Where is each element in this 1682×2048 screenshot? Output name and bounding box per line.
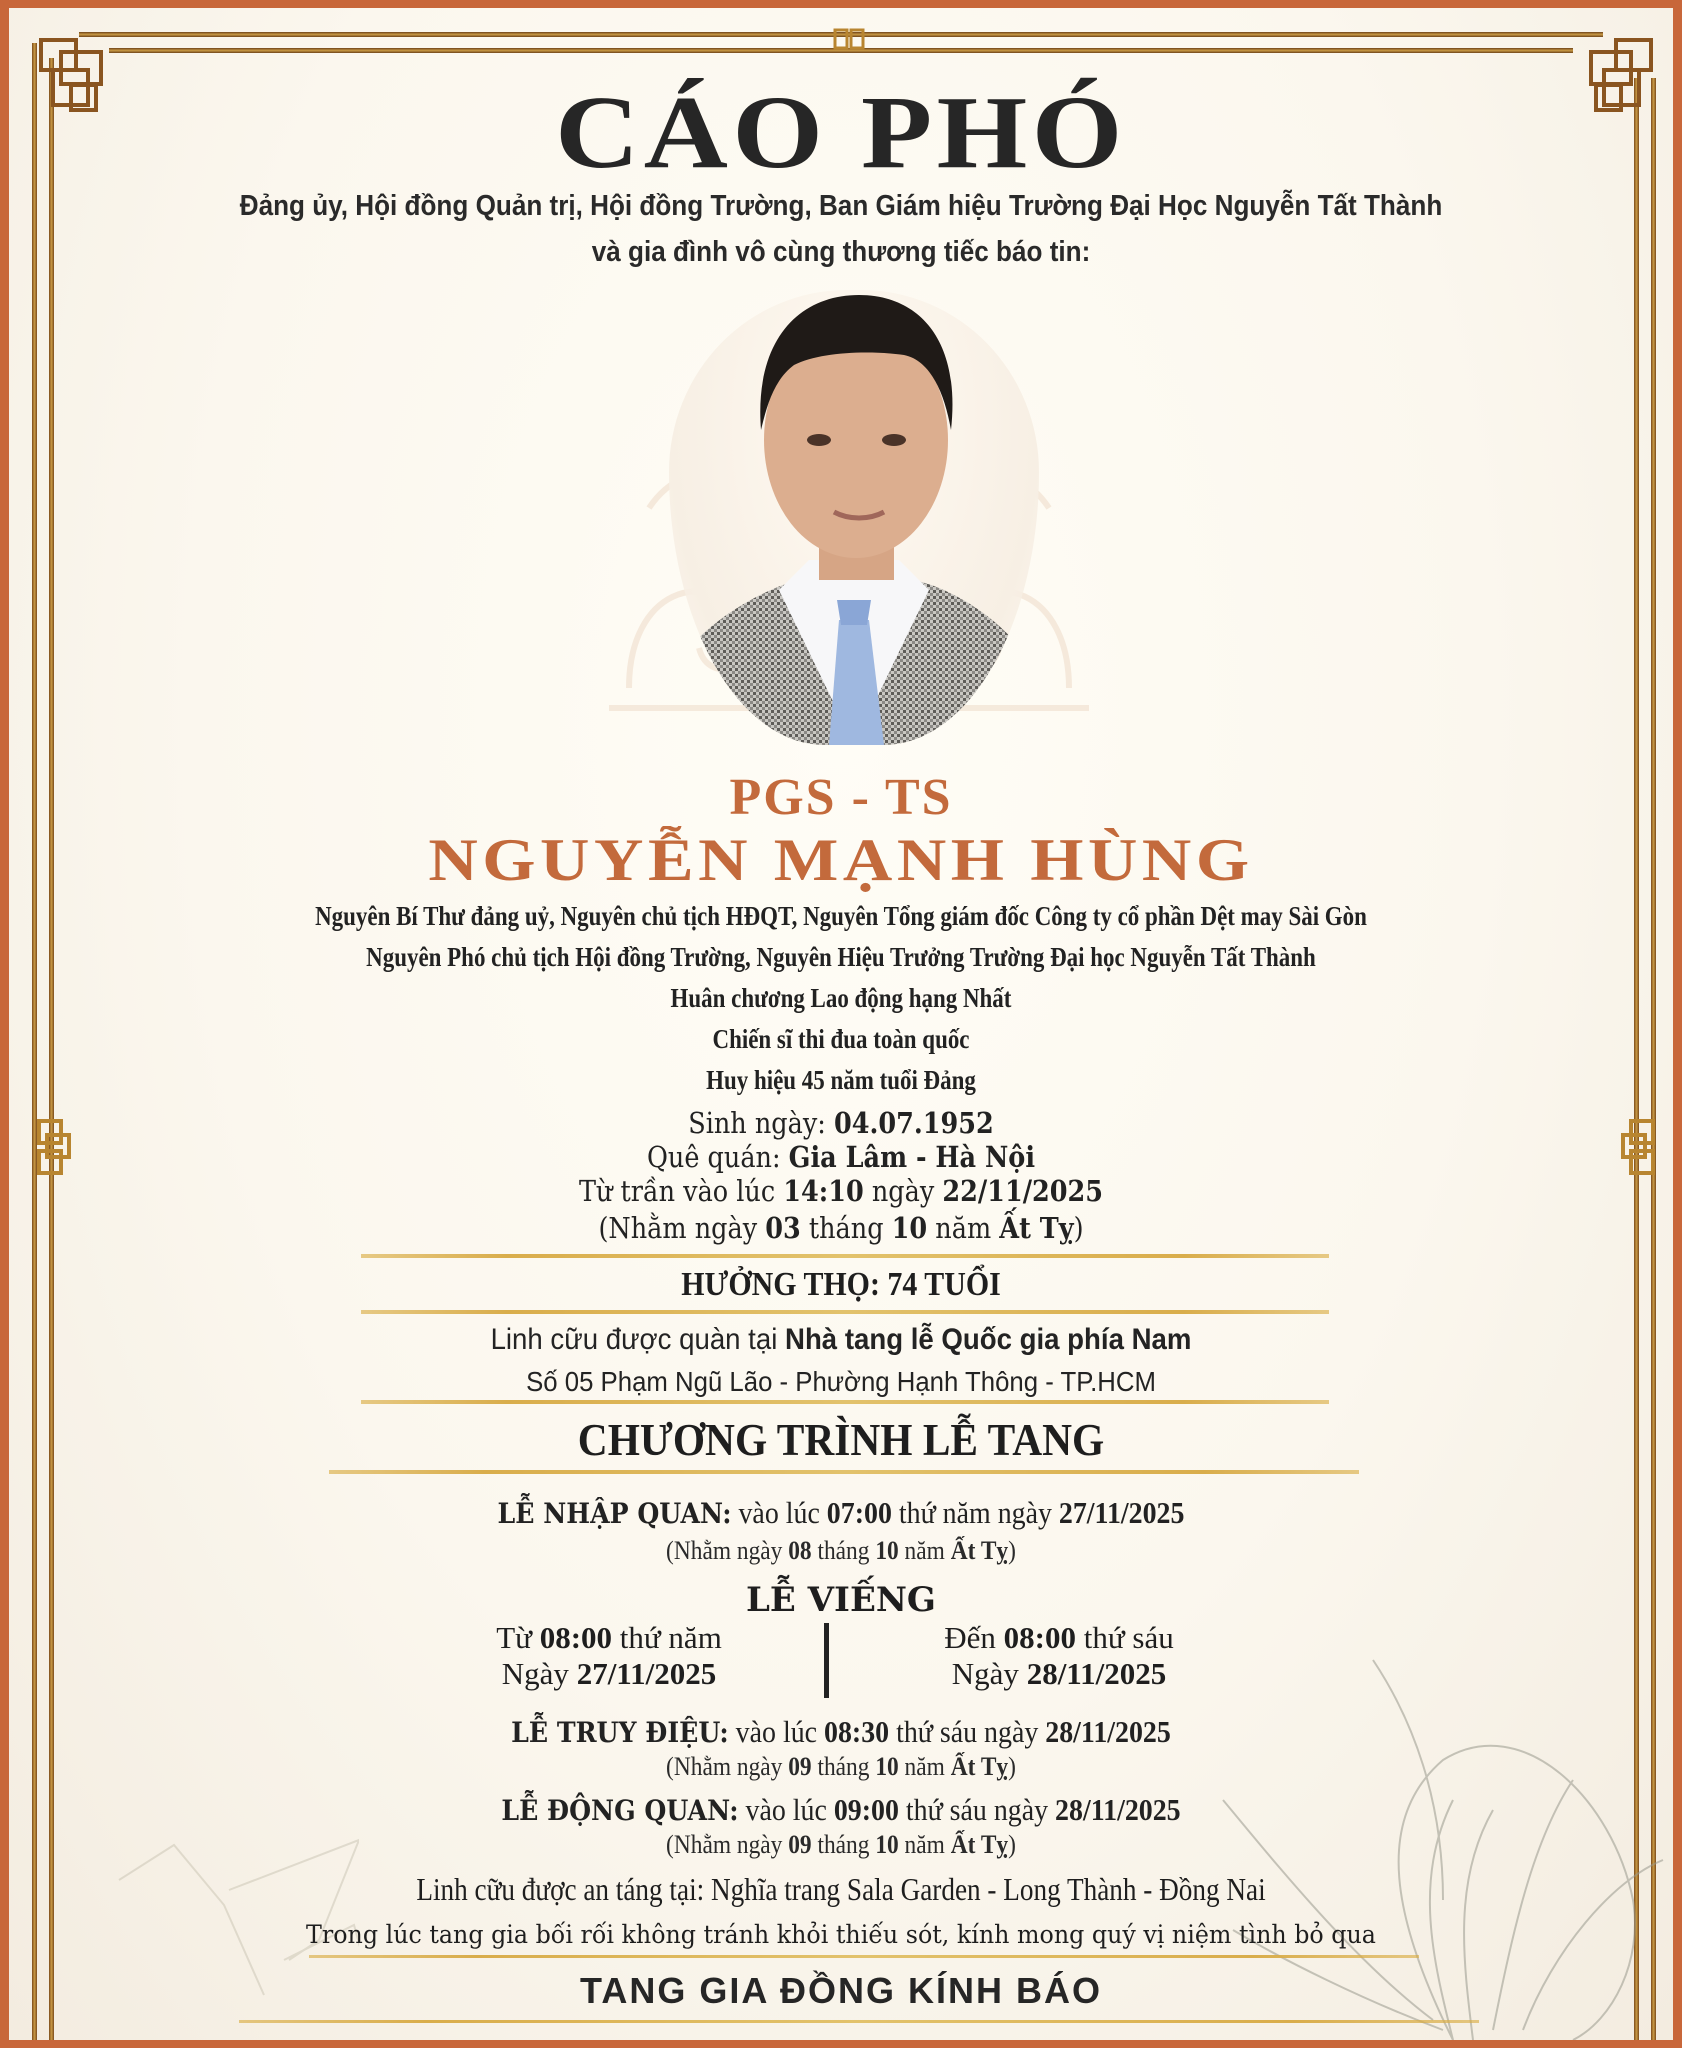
page-title: CÁO PHÓ — [555, 75, 1127, 190]
vieng-to — [889, 1620, 1229, 1692]
text: (Nhằm ngày — [666, 1536, 789, 1565]
death-time-value: 14:10 — [783, 1174, 864, 1208]
vieng-from-time: 08:00 — [539, 1620, 613, 1655]
event-time: 07:00 — [826, 1495, 892, 1530]
text: Linh cữu được quàn tại — [490, 1323, 786, 1356]
lunar-day: 03 — [765, 1211, 801, 1245]
apology-note: Trong lúc tang gia bối rối không tránh khỏi thiếu sót, kính mong quý vị niệm tình bỏ qua — [306, 1920, 1376, 1949]
lunar-month: 10 — [891, 1211, 928, 1245]
event-date: 28/11/2025 — [1055, 1792, 1181, 1827]
lunar-year: Ất Tỵ — [950, 1536, 1009, 1565]
text: thứ sáu ngày — [898, 1792, 1056, 1827]
lunar-year: Ất Tỵ — [950, 1830, 1009, 1859]
event-date: 28/11/2025 — [1045, 1714, 1171, 1749]
event-time: 08:30 — [824, 1714, 890, 1749]
knot-left-middle-icon — [29, 1113, 79, 1183]
lunar-month: 10 — [875, 1536, 899, 1565]
vieng-from-date: 27/11/2025 — [576, 1656, 717, 1691]
event-label: LỄ ĐỘNG QUAN: — [501, 1794, 739, 1827]
lunar-month: 10 — [875, 1752, 899, 1781]
text: Ngày — [951, 1656, 1027, 1691]
text: tháng — [811, 1830, 876, 1859]
event-lunar-date — [92, 1752, 1590, 1782]
event-lunar-date — [92, 1536, 1590, 1566]
text: thứ sáu — [1075, 1620, 1174, 1655]
divider-line — [361, 1400, 1329, 1404]
wake-place: Nhà tang lễ Quốc gia phía Nam — [785, 1323, 1192, 1356]
vieng-to-date: 28/11/2025 — [1026, 1656, 1167, 1691]
text: vào lúc — [738, 1792, 834, 1827]
text: vào lúc — [728, 1714, 825, 1749]
vieng-from — [449, 1620, 769, 1692]
text: năm — [927, 1211, 1000, 1245]
text: (Nhằm ngày — [598, 1211, 766, 1245]
vieng-title: LỄ VIẾNG — [746, 1580, 936, 1620]
text: ) — [1008, 1830, 1016, 1859]
vieng-divider — [824, 1623, 829, 1698]
death-time — [109, 1174, 1573, 1208]
lunar-day: 09 — [788, 1830, 812, 1859]
text: vào lúc — [731, 1495, 827, 1530]
lunar-year: Ất Tỵ — [999, 1211, 1074, 1245]
text: năm — [898, 1752, 951, 1781]
lunar-year: Ất Tỵ — [950, 1752, 1009, 1781]
wake-location — [76, 1323, 1607, 1357]
text: (Nhằm ngày — [666, 1752, 789, 1781]
divider-line — [239, 2020, 1479, 2023]
frame-line-left-inner — [49, 58, 54, 2040]
event-nhap-quan — [92, 1495, 1590, 1531]
text: Từ trần vào lúc — [578, 1174, 784, 1208]
event-truy-dieu — [92, 1714, 1590, 1750]
program-title: CHƯƠNG TRÌNH LỄ TANG — [577, 1414, 1105, 1465]
announcer-line-2: và gia đình vô cùng thương tiếc báo tin: — [591, 236, 1091, 268]
knot-right-middle-icon — [1613, 1113, 1663, 1183]
birth-date — [109, 1106, 1573, 1140]
hometown — [109, 1140, 1573, 1174]
text: tháng — [800, 1211, 892, 1245]
text: ) — [1008, 1752, 1016, 1781]
title-line: Nguyên Phó chủ tịch Hội đồng Trường, Nguyên Hiệu Trưởng Trường Đại học Nguyễn Tất Thành — [366, 942, 1316, 972]
text: Ngày — [501, 1656, 577, 1691]
event-date: 27/11/2025 — [1058, 1495, 1185, 1530]
lunar-month: 10 — [875, 1830, 899, 1859]
text: năm — [898, 1830, 951, 1859]
text: thứ sáu ngày — [889, 1714, 1046, 1749]
divider-line — [329, 1470, 1359, 1474]
wake-address: Số 05 Phạm Ngũ Lão - Phường Hạnh Thông - TP.HCM — [526, 1366, 1156, 1397]
knot-top-middle-icon — [829, 26, 869, 56]
announcer-line-1: Đảng ủy, Hội đồng Quản trị, Hội đồng Trường, Ban Giám hiệu Trường Đại Học Nguyễn Tất Thành — [239, 190, 1443, 222]
text: Từ — [496, 1620, 540, 1655]
death-date-value: 22/11/2025 — [942, 1174, 1104, 1208]
text: (Nhằm ngày — [666, 1830, 789, 1859]
title-line: Huy hiệu 45 năm tuổi Đảng — [706, 1065, 976, 1095]
text: ngày — [863, 1174, 943, 1208]
deceased-name: NGUYỄN MẠNH HÙNG — [428, 827, 1254, 893]
burial-location: Linh cữu được an táng tại: Nghĩa trang Sala Garden - Long Thành - Đồng Nai — [416, 1871, 1266, 1907]
academic-rank: PGS - TS — [729, 769, 953, 826]
closing-line: TANG GIA ĐỒNG KÍNH BÁO — [580, 1970, 1102, 2011]
title-line: Nguyên Bí Thư đảng uỷ, Nguyên chủ tịch HĐQT, Nguyên Tổng giám đốc Công ty cổ phần Dệt may Sài Gòn — [315, 901, 1367, 931]
text: Đến — [944, 1620, 1004, 1655]
title-line: Chiến sĩ thi đua toàn quốc — [712, 1024, 970, 1054]
event-label: LỄ NHẬP QUAN: — [497, 1497, 732, 1530]
text: tháng — [811, 1536, 876, 1565]
event-time: 09:00 — [833, 1792, 899, 1827]
title-line: Huân chương Lao động hạng Nhất — [670, 983, 1012, 1013]
lunar-day: 09 — [788, 1752, 812, 1781]
obituary-card — [9, 8, 1673, 2040]
death-lunar-date — [109, 1211, 1573, 1245]
text: tháng — [811, 1752, 876, 1781]
divider-line — [361, 1310, 1329, 1314]
text: thứ năm — [612, 1620, 722, 1655]
hometown-value: Gia Lâm - Hà Nội — [788, 1140, 1036, 1174]
event-label: LỄ TRUY ĐIỆU: — [511, 1716, 729, 1749]
text: ) — [1008, 1536, 1016, 1565]
event-dong-quan — [92, 1792, 1590, 1828]
age-at-death: HƯỞNG THỌ: 74 TUỔI — [681, 1266, 1001, 1303]
portrait-person-icon — [669, 290, 1039, 745]
vieng-to-time: 08:00 — [1003, 1620, 1076, 1655]
text: năm — [898, 1536, 951, 1565]
hometown-label: Quê quán: — [646, 1140, 789, 1174]
birth-value: 04.07.1952 — [833, 1106, 994, 1140]
divider-line — [361, 1254, 1329, 1258]
birth-label: Sinh ngày: — [688, 1106, 834, 1140]
text: thứ năm ngày — [891, 1495, 1059, 1530]
portrait-photo — [669, 290, 1039, 745]
divider-line — [309, 1955, 1419, 1958]
frame-line-left-outer — [32, 43, 37, 2040]
text: ) — [1073, 1211, 1084, 1245]
lunar-day: 08 — [788, 1536, 812, 1565]
event-lunar-date — [92, 1830, 1590, 1860]
